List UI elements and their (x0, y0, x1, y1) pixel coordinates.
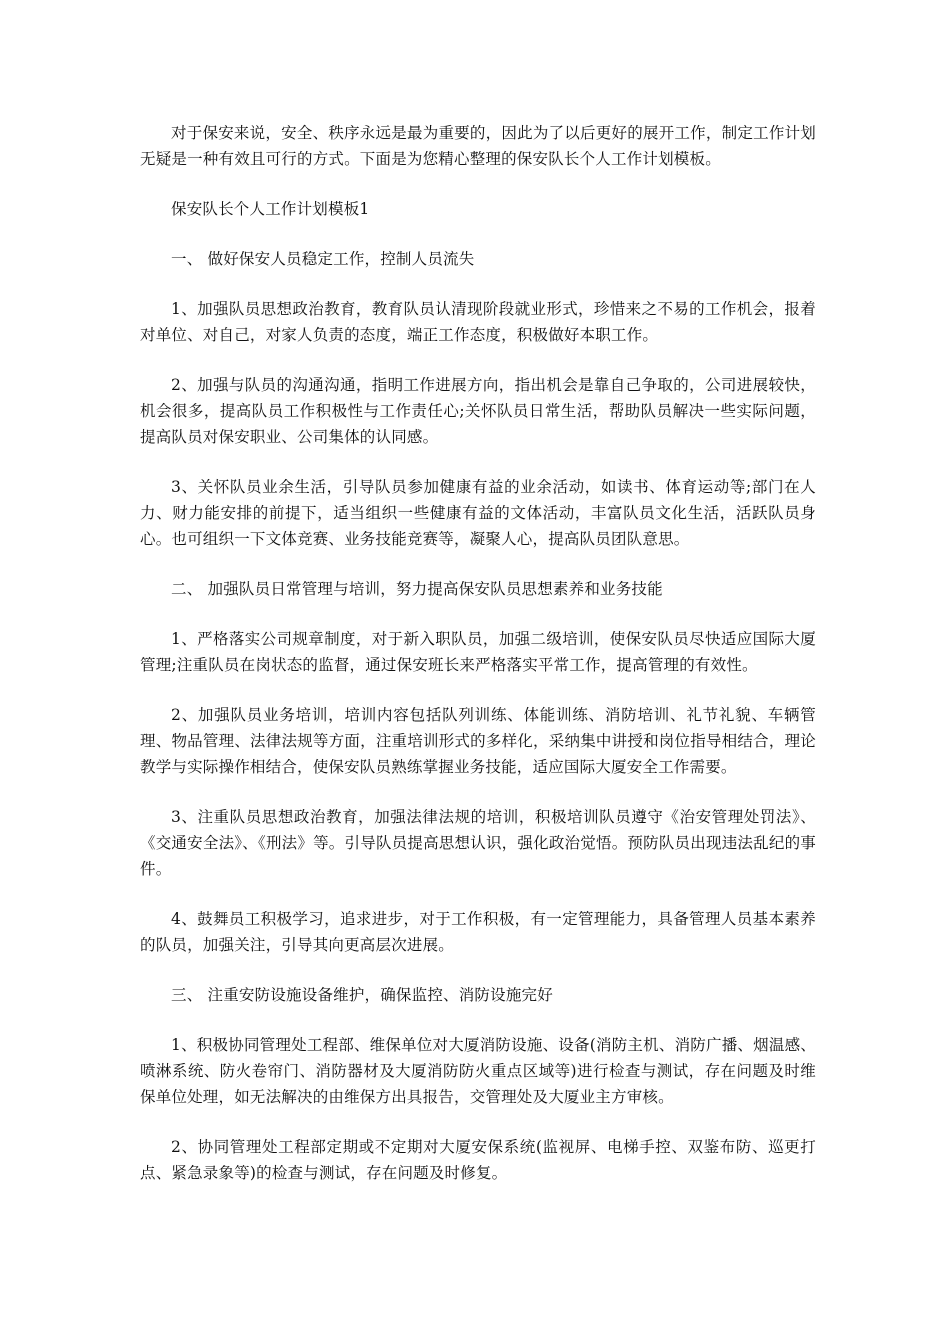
section-1-item-3: 3、关怀队员业余生活，引导队员参加健康有益的业余活动，如读书、体育运动等;部门在人力、财力能安排的前提下，适当组织一些健康有益的文体活动，丰富队员文化生活，活跃队员身心。也可组织一下文体竞赛、业务技能竞赛等，凝聚人心，提高队员团队意思。 (140, 478, 816, 548)
document-body (140, 120, 816, 1210)
section-heading-2: 二、 加强队员日常管理与培训，努力提高保安队员思想素养和业务技能 (171, 580, 663, 598)
template-title: 保安队长个人工作计划模板1 (171, 200, 370, 218)
section-1-item-2: 2、加强与队员的沟通沟通，指明工作进展方向，指出机会是靠自己争取的，公司进展较快，机会很多，提高队员工作积极性与工作责任心;关怀队员日常生活，帮助队员解决一些实际问题，提高队员对保安职业、公司集体的认同感。 (140, 376, 816, 446)
section-2-item-1: 1、严格落实公司规章制度，对于新入职队员，加强二级培训，使保安队员尽快适应国际大厦管理;注重队员在岗状态的监督，通过保安班长来严格落实平常工作，提高管理的有效性。 (140, 630, 816, 674)
section-heading-3: 三、 注重安防设施设备维护，确保监控、消防设施完好 (171, 986, 553, 1004)
section-2-item-4: 4、鼓舞员工积极学习，追求进步，对于工作积极，有一定管理能力，具备管理人员基本素养的队员，加强关注，引导其向更高层次进展。 (140, 910, 816, 954)
intro-paragraph: 对于保安来说，安全、秩序永远是最为重要的，因此为了以后更好的展开工作，制定工作计划无疑是一种有效且可行的方式。下面是为您精心整理的保安队长个人工作计划模板。 (140, 124, 816, 168)
section-2-item-3: 3、注重队员思想政治教育，加强法律法规的培训，积极培训队员遵守《治安管理处罚法》、《交通安全法》、《刑法》等。引导队员提高思想认识，强化政治觉悟。预防队员出现违法乱纪的事件。 (140, 808, 816, 878)
section-1-item-1: 1、加强队员思想政治教育，教育队员认清现阶段就业形式，珍惜来之不易的工作机会，报着对单位、对自己，对家人负责的态度，端正工作态度，积极做好本职工作。 (140, 300, 816, 344)
section-heading-1: 一、 做好保安人员稳定工作，控制人员流失 (171, 250, 475, 268)
section-3-item-1: 1、积极协同管理处工程部、维保单位对大厦消防设施、设备(消防主机、消防广播、烟温感、喷淋系统、防火卷帘门、消防器材及大厦消防防火重点区域等)进行检查与测试，存在问题及时维保单位处理，如无法解决的由维保方出具报告，交管理处及大厦业主方审核。 (140, 1036, 816, 1106)
section-2-item-2: 2、加强队员业务培训，培训内容包括队列训练、体能训练、消防培训、礼节礼貌、车辆管理、物品管理、法律法规等方面，注重培训形式的多样化，采纳集中讲授和岗位指导相结合，理论教学与实际操作相结合，使保安队员熟练掌握业务技能，适应国际大厦安全工作需要。 (140, 706, 816, 776)
section-3-item-2: 2、协同管理处工程部定期或不定期对大厦安保系统(监视屏、电梯手控、双鉴布防、巡更打点、紧急录象等)的检查与测试，存在问题及时修复。 (140, 1138, 816, 1182)
